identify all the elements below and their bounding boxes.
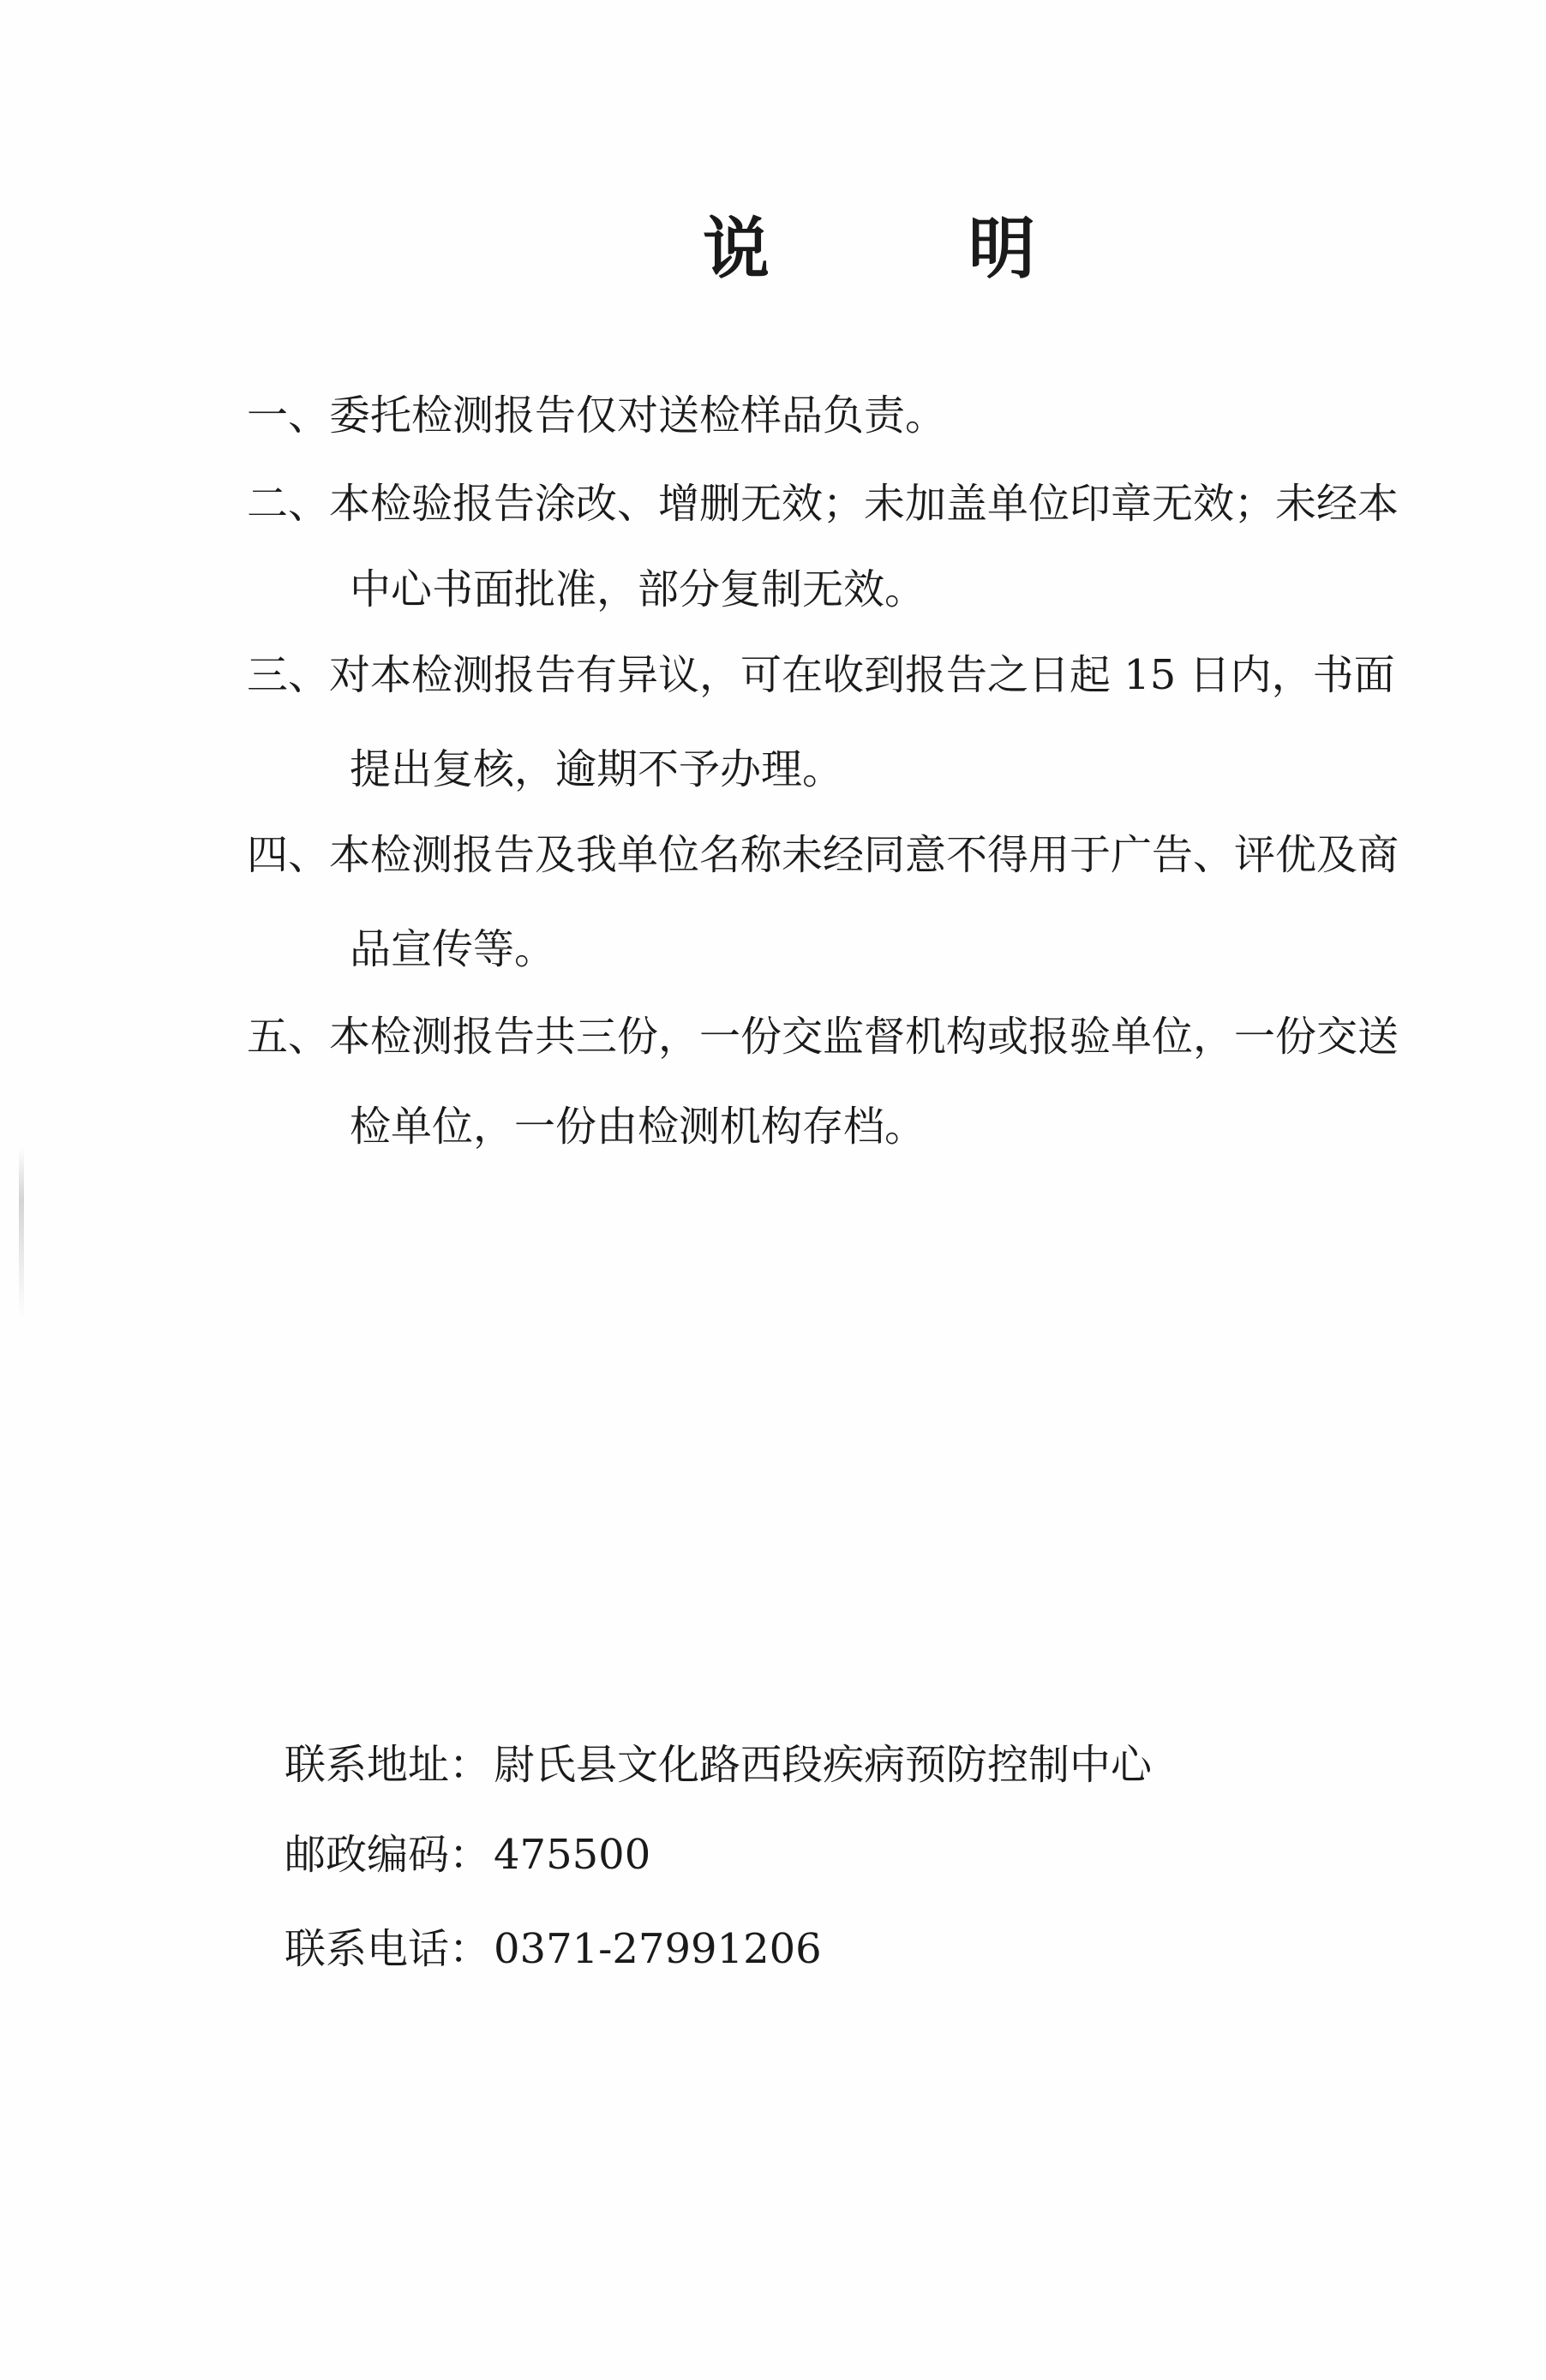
note-item-4-line-1: 四、本检测报告及我单位名称未经同意不得用于广告、评优及商 [247,831,1399,879]
note-item-2-line-1: 二、本检验报告涂改、增删无效；未加盖单位印章无效；未经本 [247,480,1399,528]
note-item-3-line-2: 提出复核，逾期不予办理。 [350,745,844,793]
note-item-4-line-2: 品宣传等。 [350,925,556,973]
note-item-2-line-2: 中心书面批准，部分复制无效。 [350,565,926,613]
title-char-2: 明 [968,210,1036,288]
scan-artifact [19,1148,24,1319]
note-item-1-line-1: 一、委托检测报告仅对送检样品负责。 [247,392,947,440]
contact-phone-label: 联系电话： [285,1925,491,1973]
title-char-1: 说 [703,210,770,288]
contact-address-label: 联系地址： [285,1741,491,1789]
note-item-3-line-1: 三、对本检测报告有异议，可在收到报告之日起 15 日内，书面 [247,651,1395,699]
contact-postcode-value: 475500 [494,1831,651,1879]
note-item-5-line-1: 五、本检测报告共三份，一份交监督机构或报验单位，一份交送 [247,1013,1399,1061]
contact-phone-value: 0371-27991206 [494,1925,822,1973]
note-item-5-line-2: 检单位，一份由检测机构存档。 [350,1103,926,1151]
contact-postcode-label: 邮政编码： [285,1831,491,1879]
contact-phone [285,1923,822,1975]
contact-address-value: 尉氏县文化路西段疾病预防控制中心 [494,1741,1153,1789]
contact-postcode [285,1829,650,1881]
contact-address [285,1739,1152,1791]
